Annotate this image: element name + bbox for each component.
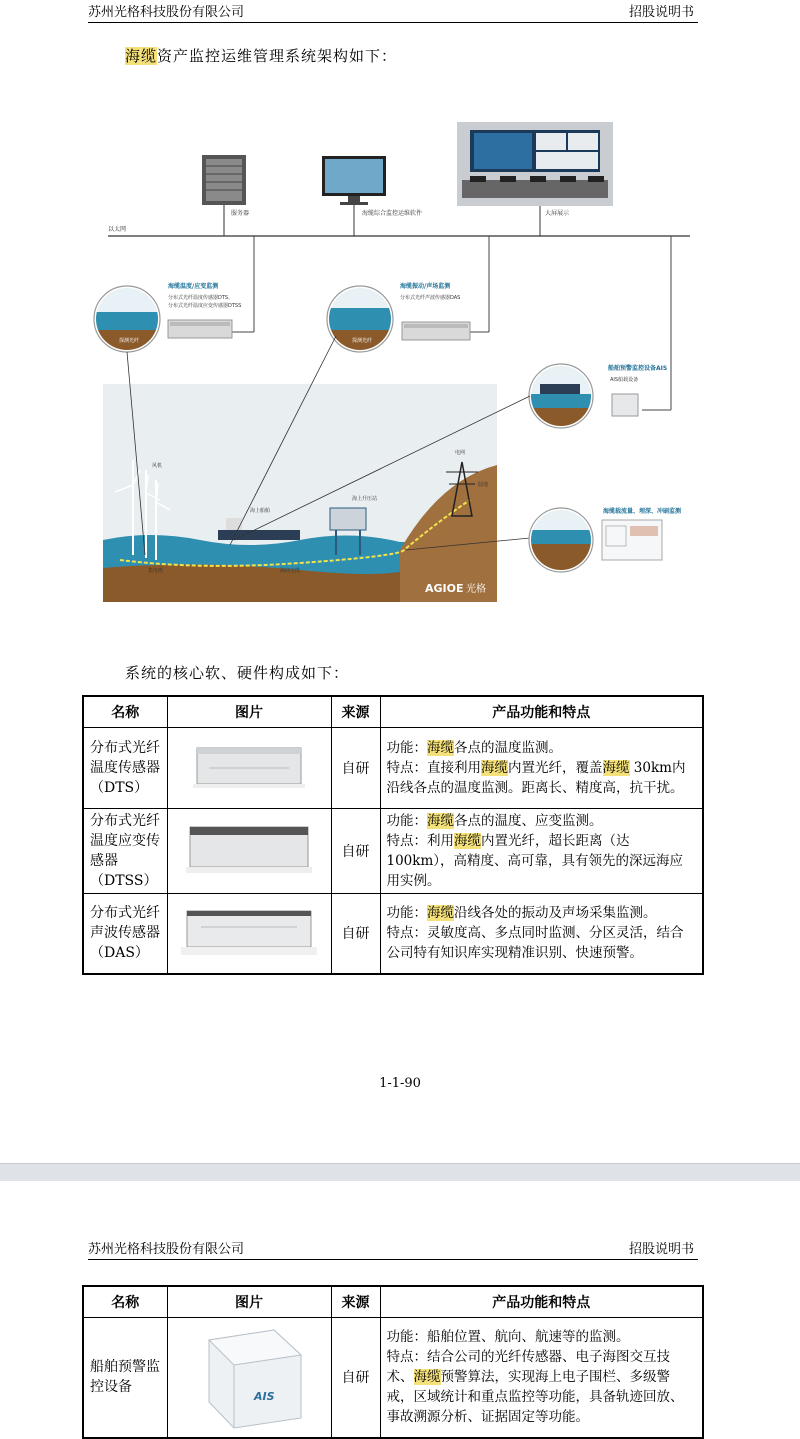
ship-label: 海上船舶 <box>250 508 271 514</box>
station-label: 海上升压站 <box>352 496 378 502</box>
col-picture-header: 图片 <box>167 1286 331 1318</box>
product-features <box>380 809 703 894</box>
product-features <box>380 894 703 974</box>
function-line: 功能：海缆各点的温度、应变监测。 <box>386 813 603 829</box>
wind-label: 风机 <box>152 463 163 469</box>
page-header <box>88 1237 698 1260</box>
dts-line1: 分布式光纤温度传感器DTS、 <box>168 295 234 301</box>
core-components-intro: 系统的核心软、硬件构成如下： <box>125 664 350 682</box>
server-icon <box>202 155 246 205</box>
product-name: 分布式光纤声波传感器（DAS） <box>83 894 167 974</box>
ais-device-image <box>189 1320 309 1430</box>
server-label: 服务器 <box>231 210 250 217</box>
brand-logo-cn: 光格 <box>466 584 486 595</box>
col-picture-header: 图片 <box>167 696 331 728</box>
table-header-row <box>83 696 703 728</box>
table-row <box>83 1318 703 1438</box>
header-company: 苏州光格科技股份有限公司 <box>88 5 245 20</box>
product-source: 自研 <box>331 894 380 974</box>
feature-line: 特点：灵敏度高、多点同时监测、分区灵活，结合公司特有知识库实现精准识别、快速预警。 <box>386 925 684 962</box>
architecture-intro: 海缆资产监控运维管理系统架构如下： <box>125 47 398 65</box>
col-name-header: 名称 <box>83 1286 167 1318</box>
product-source: 自研 <box>331 728 380 809</box>
das-device-image <box>179 901 319 961</box>
probe-fiber-label-2: 探测光纤 <box>352 338 373 344</box>
ais-monitor-callout <box>525 364 638 430</box>
collector-cable-label: 集电缆 <box>148 568 164 574</box>
control-room-image <box>457 122 613 206</box>
col-features-header: 产品功能和特点 <box>380 1286 703 1318</box>
land-label: 陆地 <box>478 482 489 488</box>
function-line: 功能：海缆各点的温度监测。 <box>386 740 562 756</box>
product-picture <box>167 1318 331 1438</box>
bigscreen-label: 大屏展示 <box>545 210 570 217</box>
grid-label: 电网 <box>455 450 466 456</box>
das-title: 海缆振动/声场监测 <box>400 283 451 290</box>
feature-line: 特点：结合公司的光纤传感器、电子海图交互技术、海缆预警算法，实现海上电子围栏、多级警戒，区域统计和重点监控等功能，具备轨迹回放、事故溯源分析、证据固定等功能。 <box>386 1349 684 1426</box>
dts-title: 海缆温度/应变监测 <box>168 283 219 290</box>
software-label: 海缆综合监控运维软件 <box>362 210 423 217</box>
page-2 <box>0 1181 800 1433</box>
header-company: 苏州光格科技股份有限公司 <box>88 1242 245 1257</box>
feature-line: 特点：直接利用海缆内置光纤，覆盖海缆 30km内沿线各点的温度监测。距离长、精度高，抗干扰。 <box>386 760 686 796</box>
scour-title: 海缆载流量、埋深、冲刷监测 <box>603 508 682 515</box>
page-separator <box>0 1163 800 1182</box>
function-line: 功能：海缆沿线各处的振动及声场采集监测。 <box>386 905 657 922</box>
architecture-diagram <box>0 100 800 620</box>
export-cable-label: 海底电缆 <box>280 568 301 574</box>
table-row <box>83 728 703 809</box>
product-source: 自研 <box>331 1318 380 1438</box>
function-line: 功能：船舶位置、航向、航速等的监测。 <box>386 1329 630 1346</box>
scour-monitor-callout <box>525 508 662 572</box>
col-source-header: 来源 <box>331 1286 380 1318</box>
page-header <box>88 0 698 23</box>
header-doc-type: 招股说明书 <box>628 1242 694 1257</box>
ais-title: 船舶预警监控设备AIS <box>608 365 668 372</box>
header-doc-type: 招股说明书 <box>628 5 694 20</box>
dtss-device-image <box>184 819 314 879</box>
probe-fiber-label-1: 探测光纤 <box>119 338 140 344</box>
product-source: 自研 <box>331 809 380 894</box>
product-features <box>380 728 703 809</box>
table-row <box>83 809 703 894</box>
product-features <box>380 1318 703 1438</box>
highlight-term: 海缆 <box>125 47 158 65</box>
table-row <box>83 894 703 974</box>
feature-line: 特点：利用海缆内置光纤，超长距离（达100km），高精度、高可靠，具有领先的深远海应用实例。 <box>386 833 683 889</box>
ethernet-label: 以太网 <box>108 226 127 233</box>
components-table <box>82 695 704 975</box>
ais-line1: AIS船载设备 <box>610 377 639 383</box>
product-picture <box>167 894 331 974</box>
ais-box-label: AIS <box>254 1390 275 1404</box>
col-features-header: 产品功能和特点 <box>380 696 703 728</box>
product-name: 分布式光纤温度传感器（DTS） <box>83 728 167 809</box>
table-header-row <box>83 1286 703 1318</box>
col-name-header: 名称 <box>83 696 167 728</box>
brand-logo: AGIOE <box>425 582 464 595</box>
monitor-icon <box>322 156 386 205</box>
das-line1: 分布式光纤声波传感器DAS <box>400 295 461 301</box>
product-picture <box>167 728 331 809</box>
page-number: 1-1-90 <box>379 1076 421 1091</box>
product-name: 船舶预警监控设备 <box>83 1318 167 1438</box>
components-table-continued <box>82 1285 704 1439</box>
product-picture <box>167 809 331 894</box>
product-name: 分布式光纤温度应变传感器（DTSS） <box>83 809 167 894</box>
col-source-header: 来源 <box>331 696 380 728</box>
dts-device-image <box>189 738 309 794</box>
dts-line2: 分布式光纤温度应变传感器DTSS <box>168 303 242 309</box>
